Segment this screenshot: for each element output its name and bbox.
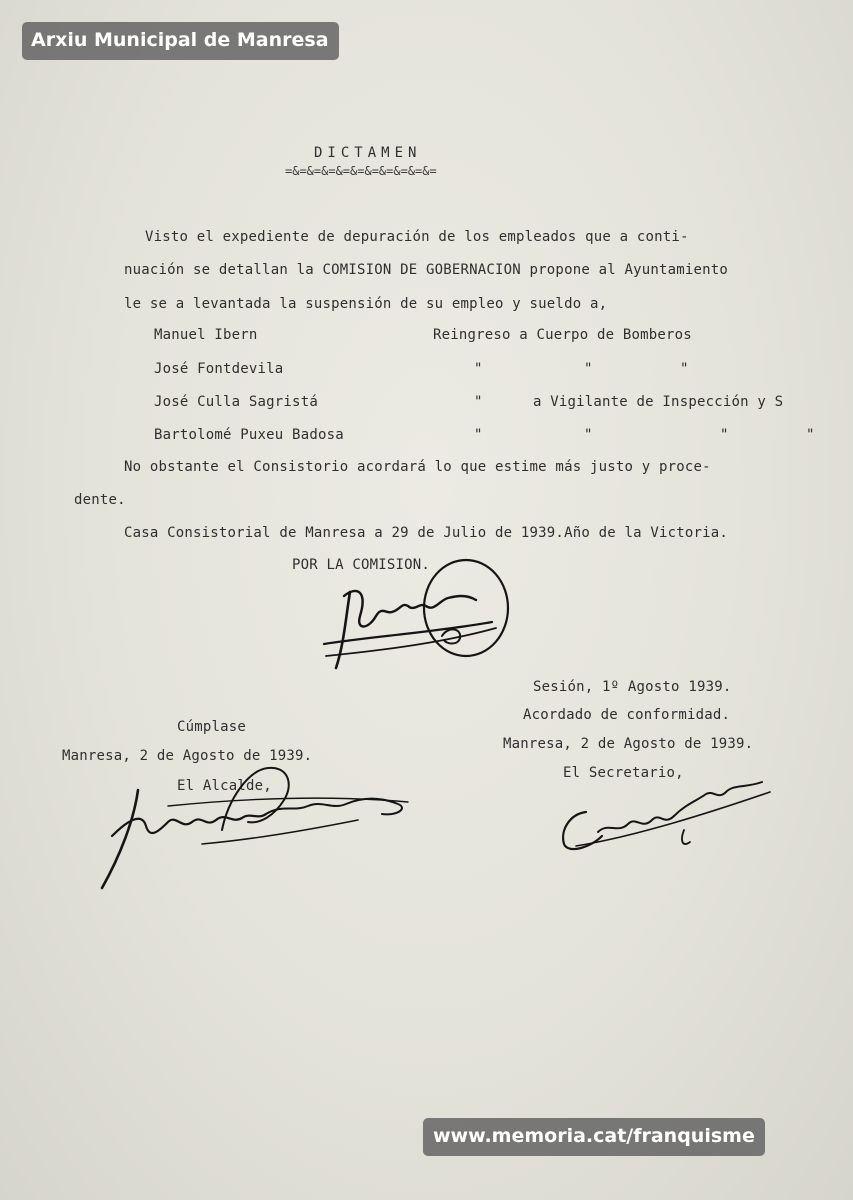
ditto-mark: " — [474, 394, 483, 410]
website-watermark: www.memoria.cat/franquisme — [423, 1118, 765, 1156]
ditto-mark: " — [584, 361, 593, 377]
session-line: Manresa, 2 de Agosto de 1939. — [503, 736, 754, 752]
closing-line-2: dente. — [74, 492, 126, 508]
employee-name: Bartolomé Puxeu Badosa — [154, 427, 344, 443]
ditto-mark: " — [680, 361, 689, 377]
session-line: Acordado de conformidad. — [523, 707, 731, 723]
employee-name: Manuel Ibern — [154, 327, 258, 343]
employee-name: José Fontdevila — [154, 361, 284, 377]
place-date: Casa Consistorial de Manresa a 29 de Julio de 1939.Año de la Victoria. — [124, 525, 729, 541]
cumplase-line: El Alcalde, — [177, 778, 272, 794]
commission-signature — [316, 556, 516, 676]
cumplase-line: Cúmplase — [177, 719, 247, 735]
paragraph-line-1: Visto el expediente de depuración de los empleados que a conti- — [145, 229, 689, 245]
ditto-mark: " — [584, 427, 593, 443]
session-line: Sesión, 1º Agosto 1939. — [533, 679, 732, 695]
cumplase-line: Manresa, 2 de Agosto de 1939. — [62, 748, 313, 764]
paragraph-line-2: nuación se detallan la COMISION DE GOBERNACION propone al Ayuntamiento — [124, 262, 729, 278]
ditto-mark: " — [474, 427, 483, 443]
por-la-comision: POR LA COMISION. — [292, 557, 431, 573]
document-title: DICTAMEN — [314, 145, 422, 161]
archive-watermark: Arxiu Municipal de Manresa — [22, 22, 339, 60]
ditto-mark: " — [474, 361, 483, 377]
secretary-signature — [556, 770, 776, 860]
ditto-mark: " — [720, 427, 729, 443]
mayor-signature — [98, 760, 418, 895]
employee-name: José Culla Sagristá — [154, 394, 318, 410]
employee-assignment: a Vigilante de Inspección y S — [533, 394, 784, 410]
ditto-mark: " — [806, 427, 815, 443]
employee-assignment: Reingreso a Cuerpo de Bomberos — [433, 327, 692, 343]
session-line: El Secretario, — [563, 765, 684, 781]
paragraph-line-3: le se a levantada la suspensión de su empleo y sueldo a, — [124, 296, 608, 312]
title-ornament: =&=&=&=&=&=&=&=&=&=&= — [285, 164, 437, 178]
closing-line-1: No obstante el Consistorio acordará lo que estime más justo y proce- — [124, 459, 711, 475]
